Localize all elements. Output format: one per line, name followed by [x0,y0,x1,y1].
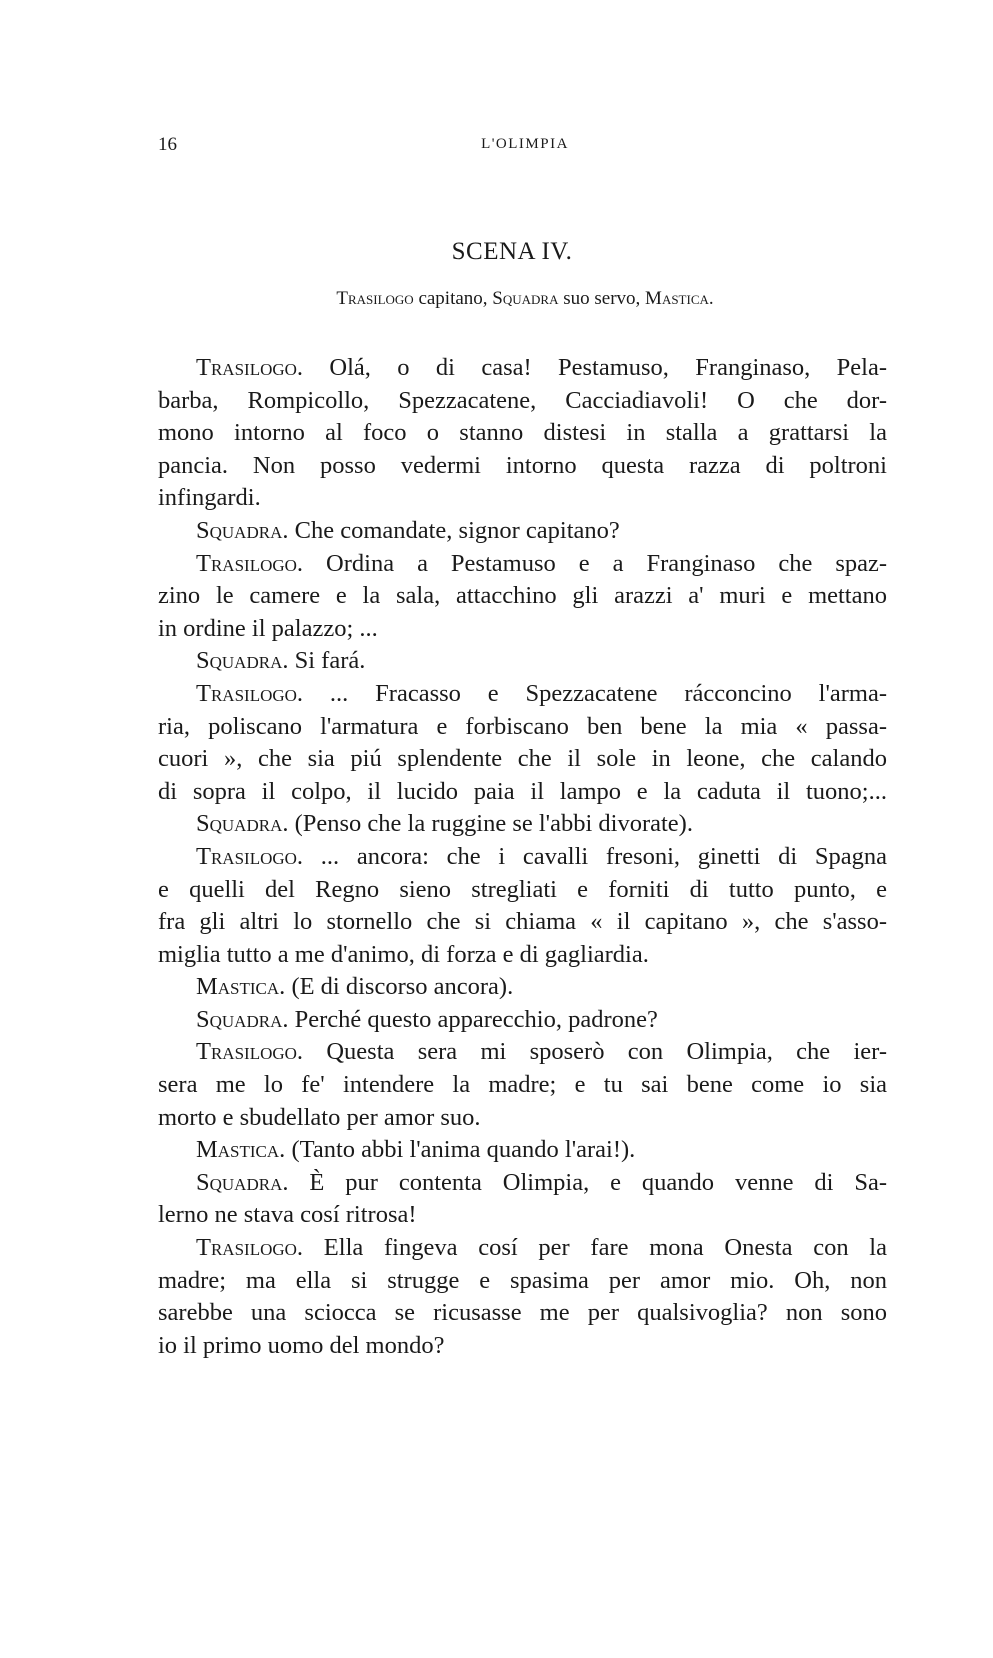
line-text: Olá, o di casa! Pestamuso, Franginaso, Pela- [329,354,887,381]
speech-paragraph [158,678,887,808]
text-line [158,874,887,907]
speaker-name: Squadra. [196,516,289,544]
play-text [158,352,887,1362]
text-line [158,1069,887,1102]
text-line [158,515,887,548]
text-line [158,1004,887,1037]
speaker-name: Squadra. [196,647,289,675]
line-text: (E di discorso ancora). [291,973,514,1001]
speech-paragraph [158,515,887,548]
text-line [158,808,887,841]
speech-paragraph [158,1134,887,1167]
text-line [158,971,887,1004]
text-line [158,1330,887,1363]
text-line [158,776,887,809]
speaker-name: Squadra. [196,1168,289,1196]
characters-list [0,288,993,310]
text-line [158,743,887,776]
text-line [158,711,887,744]
character-name: Mastica [645,288,709,309]
speaker-name: Trasilogo. [196,679,304,707]
text-line [158,385,887,418]
text-line [158,1297,887,1330]
speaker-name: Trasilogo. [196,1234,304,1262]
page-number: 16 [158,134,177,155]
line-text: e quelli del Regno sieno stregliati e forniti di tutto punto, e [158,875,887,903]
line-text: Ordina a Pestamuso e a Franginaso che spaz- [326,549,888,577]
text-line [158,841,887,874]
line-text: lerno ne stava cosí ritrosa! [158,1201,417,1229]
line-text: pancia. Non posso vedermi intorno questa razza di poltroni [158,451,887,479]
running-title: L'OLIMPIA [481,136,569,152]
line-text: fra gli altri lo stornello che si chiama « il capitano », che s'asso- [158,908,887,936]
speech-paragraph [158,841,887,971]
text-line [158,1134,887,1167]
text-line [158,678,887,711]
line-text: Si fará. [294,647,366,675]
text-line [158,645,887,678]
speaker-name: Trasilogo. [196,1038,304,1066]
text-line [158,482,887,515]
line-text: di sopra il colpo, il lucido paia il lampo e la caduta il tuono;... [158,777,887,805]
line-text: (Tanto abbi l'anima quando l'arai!). [291,1136,636,1164]
text-line [158,1265,887,1298]
text-line [158,1167,887,1200]
scene-title: SCENA IV. [451,238,573,265]
speaker-name: Squadra. [196,1005,289,1033]
text-line [158,1036,887,1069]
speech-paragraph [158,1004,887,1037]
line-text: zino le camere e la sala, attacchino gli arazzi a' muri e mettano [158,582,887,610]
line-text: sarebbe una sciocca se ricusasse me per qualsivoglia? non sono [158,1299,887,1327]
text-line [158,1102,887,1135]
line-text: ria, poliscano l'armatura e forbiscano ben bene la mia « passa- [158,712,887,740]
line-text: ... ancora: che i cavalli fresoni, ginetti di Spagna [320,842,887,870]
character-name: Squadra [492,288,559,309]
text-line [158,613,887,646]
speaker-name: Squadra. [196,810,289,838]
text-line [158,417,887,450]
line-text: sera me lo fe' intendere la madre; e tu sai bene come io sia [158,1071,887,1099]
line-text: Questa sera mi sposerò con Olimpia, che ier- [326,1038,887,1066]
speech-paragraph [158,548,887,646]
speaker-name: Trasilogo. [196,842,304,870]
text-line [158,1199,887,1232]
line-text: infingardi. [158,484,261,512]
line-text: mono intorno al foco o stanno distesi in stalla a grattarsi la [158,419,887,447]
text-line [158,906,887,939]
text-line [158,450,887,483]
line-text: io il primo uomo del mondo? [158,1331,445,1359]
speech-paragraph [158,645,887,678]
character-description: suo servo, [558,288,646,309]
speech-paragraph [158,971,887,1004]
speaker-name: Mastica. [196,1136,286,1164]
text-line [158,1232,887,1265]
text-line [158,548,887,581]
character-description: . [708,288,714,309]
line-text: in ordine il palazzo; ... [158,614,378,642]
line-text: cuori », che sia piú splendente che il sole in leone, che calando [158,745,887,773]
speaker-name: Mastica. [196,973,286,1001]
line-text: Perché questo apparecchio, padrone? [294,1005,658,1033]
character-description: capitano, [413,288,493,309]
speech-paragraph [158,808,887,841]
line-text: Ella fingeva cosí per fare mona Onesta con la [323,1234,887,1262]
line-text: barba, Rompicollo, Spezzacatene, Cacciadiavoli! O che dor- [158,386,887,414]
speaker-name: Trasilogo. [196,549,304,577]
line-text: È pur contenta Olimpia, e quando venne di Sa- [309,1168,887,1196]
line-text: morto e sbudellato per amor suo. [158,1103,481,1131]
line-text: Che comandate, signor capitano? [294,516,620,544]
text-line [158,580,887,613]
speech-paragraph [158,1036,887,1134]
text-line [158,352,887,385]
line-text: (Penso che la ruggine se l'abbi divorate). [294,810,693,838]
character-name: Trasilogo [336,288,414,309]
line-text: madre; ma ella si strugge e spasima per amor mio. Oh, non [158,1266,887,1294]
text-line [158,939,887,972]
speech-paragraph [158,1232,887,1362]
speech-paragraph [158,1167,887,1232]
speech-paragraph [158,352,887,515]
speaker-name: Trasilogo. [196,354,304,381]
line-text: ... Fracasso e Spezzacatene rácconcino l'arma- [329,679,887,707]
line-text: miglia tutto a me d'animo, di forza e di gagliardia. [158,940,649,968]
